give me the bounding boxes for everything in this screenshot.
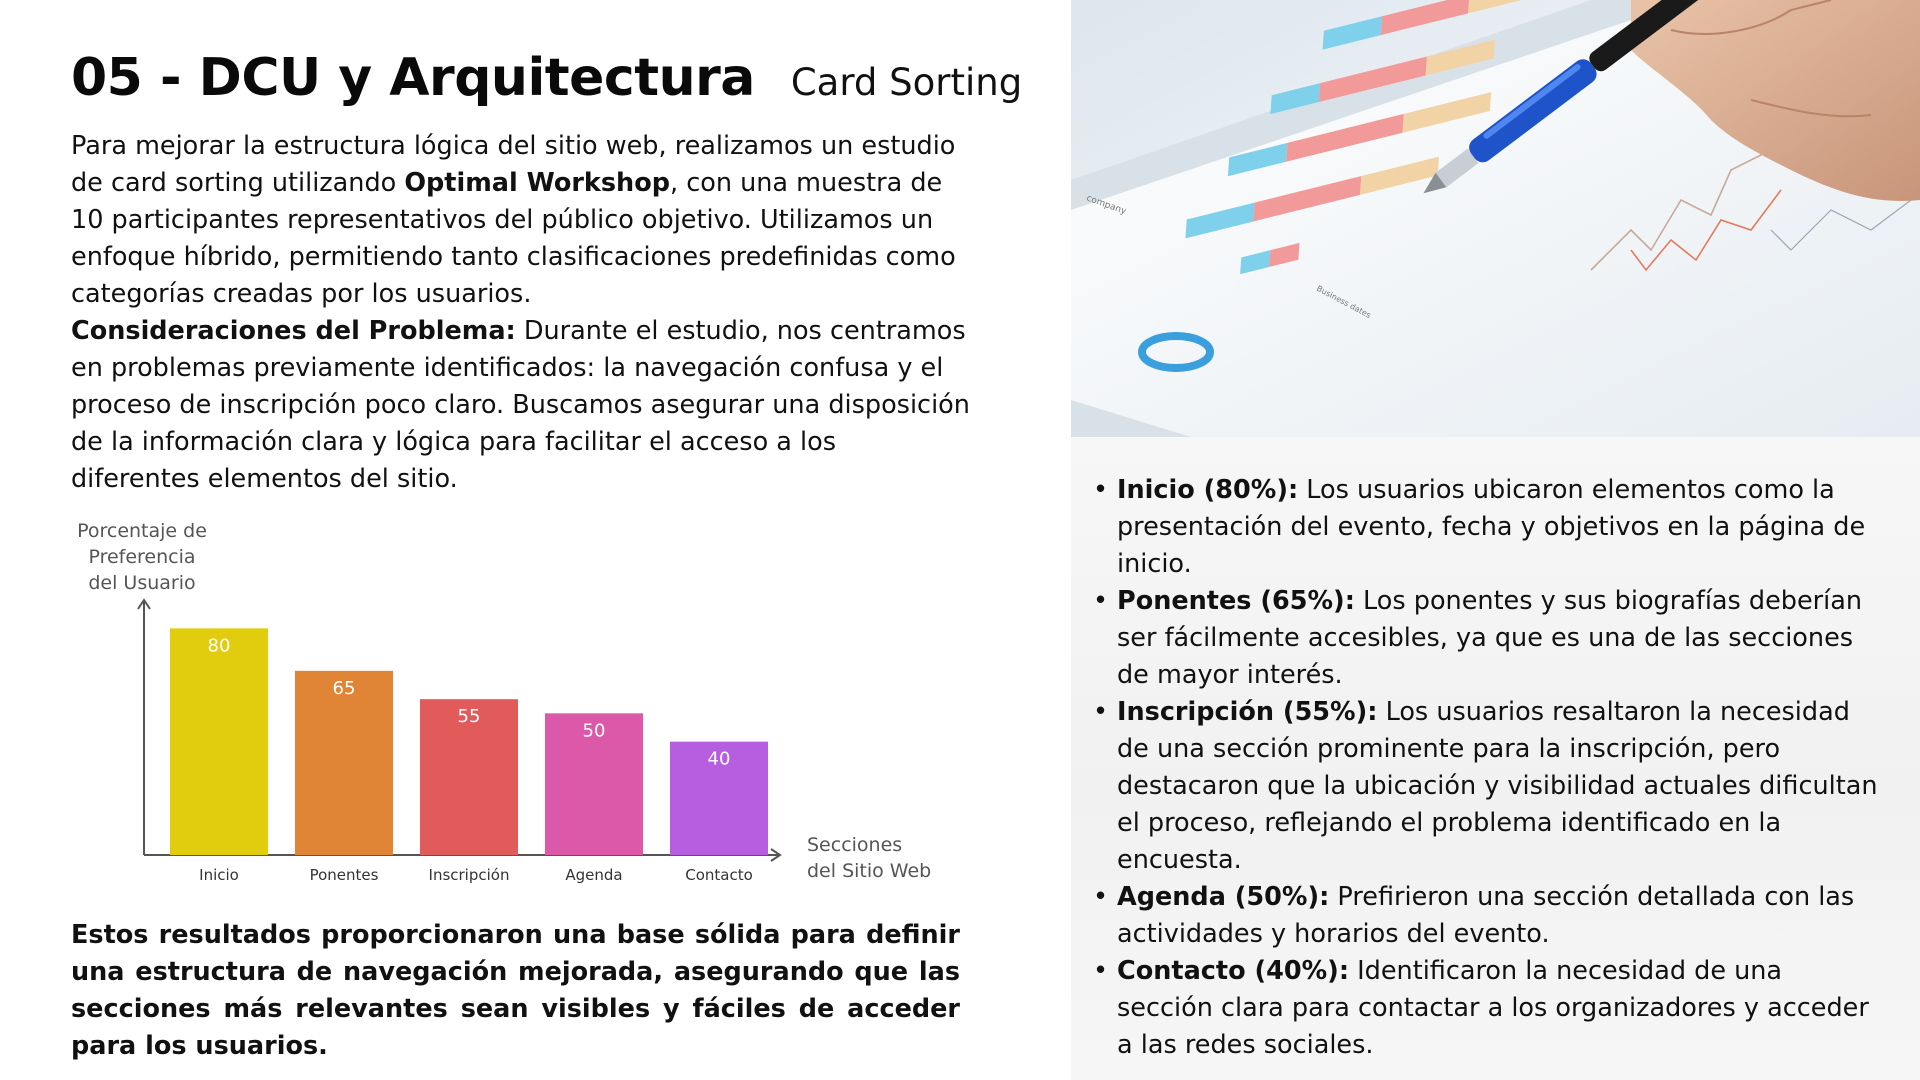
y-axis-label: Porcentaje de [77, 520, 207, 542]
x-tick-label: Agenda [565, 866, 623, 884]
page-subtitle: Card Sorting [790, 61, 1023, 104]
x-tick-label: Inscripción [428, 866, 510, 884]
report-photo-illustration [1071, 0, 1920, 437]
bullet-icon: • [1093, 697, 1109, 727]
finding-text: Identificaron la necesidad de una sección clara para contactar a los organizadores y acceder a las redes sociales. [1117, 956, 1869, 1060]
photo-text-business-dates: Business dates [1315, 283, 1373, 320]
finding-item-ponentes [1089, 583, 1879, 694]
finding-label: Inscripción (55%): [1117, 697, 1378, 727]
findings-list [1089, 472, 1879, 1064]
bar-value-label: 80 [207, 635, 231, 657]
x-tick-label: Ponentes [309, 866, 379, 884]
y-axis-label: del Usuario [88, 572, 196, 594]
title-row [71, 48, 1022, 108]
tool-name: Optimal Workshop [404, 168, 670, 198]
bar-value-label: 55 [457, 706, 481, 728]
problem-heading: Consideraciones del Problema: [71, 316, 516, 346]
preference-bar-chart [60, 515, 960, 895]
x-axis-label: Secciones [807, 834, 903, 856]
bullet-icon: • [1093, 475, 1109, 505]
finding-text: Los usuarios resaltaron la necesidad de una sección prominente para la inscripción, pero destacaron que la ubicación y visibilidad actuales dificultan el proceso, reflejando el problema identificado en la encuesta. [1117, 697, 1878, 875]
x-axis-label: del Sitio Web [807, 860, 932, 882]
bullet-icon: • [1093, 956, 1109, 986]
x-tick-label: Contacto [685, 866, 753, 884]
x-tick-label: Inicio [199, 866, 239, 884]
photo-text-company: company [1084, 193, 1128, 218]
report-photo [1071, 0, 1920, 437]
finding-label: Agenda (50%): [1117, 882, 1330, 912]
finding-item-inscripcion [1089, 694, 1879, 879]
intro-text-run: , con una muestra de 10 participantes representativos del público objetivo. Utilizamos un enfoque híbrido, permitiendo tanto clasificaciones predefinidas como categorías creadas por los usuarios. [71, 168, 956, 309]
finding-item-agenda [1089, 879, 1879, 953]
finding-label: Inicio (80%): [1117, 475, 1299, 505]
intro-paragraph-method [71, 128, 971, 313]
page-title: 05 - DCU y Arquitectura [71, 48, 755, 108]
bar-value-label: 50 [582, 720, 606, 742]
finding-item-inicio [1089, 472, 1879, 583]
intro-paragraph-problem [71, 313, 971, 498]
finding-label: Contacto (40%): [1117, 956, 1350, 986]
finding-text: Los ponentes y sus biografías deberían ser fácilmente accesibles, ya que es una de las secciones de mayor interés. [1117, 586, 1863, 690]
bullet-icon: • [1093, 586, 1109, 616]
bullet-icon: • [1093, 882, 1109, 912]
conclusion-text: Estos resultados proporcionaron una base sólida para definir una estructura de navegación mejorada, asegurando que las secciones más relevantes sean visibles y fáciles de acceder para los usuarios. [71, 920, 960, 1061]
chart-canvas [60, 515, 960, 895]
finding-label: Ponentes (65%): [1117, 586, 1355, 616]
y-axis-label: Preferencia [88, 546, 196, 568]
bar-value-label: 65 [332, 677, 356, 699]
intro-text-run: Para mejorar la estructura lógica del sitio web, realizamos un estudio de card sorting utilizando [71, 131, 956, 198]
finding-text: Los usuarios ubicaron elementos como la presentación del evento, fecha y objetivos en la página de inicio. [1117, 475, 1866, 579]
finding-item-contacto [1089, 953, 1879, 1064]
finding-text: Prefirieron una sección detallada con las actividades y horarios del evento. [1117, 882, 1855, 949]
intro-text-run: Durante el estudio, nos centramos en problemas previamente identificados: la navegación confusa y el proceso de inscripción poco claro. Buscamos asegurar una disposición de la información clara y lógica para facilitar el acceso a los diferentes elementos del sitio. [71, 316, 970, 494]
bar-inicio [170, 628, 268, 855]
bar-value-label: 40 [707, 748, 731, 770]
intro-text [71, 128, 971, 498]
